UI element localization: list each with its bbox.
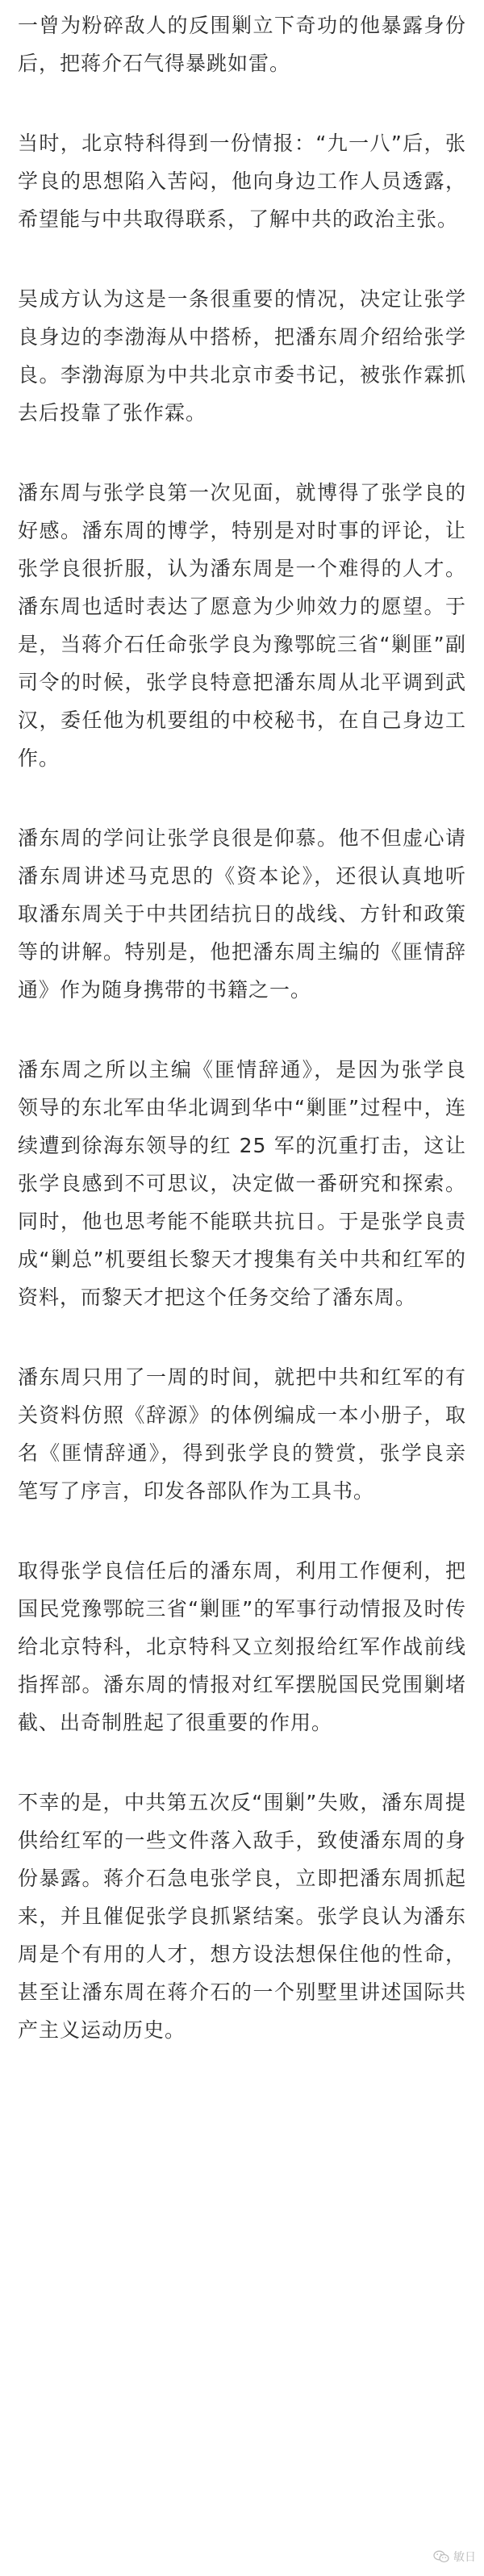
paragraph-1: 一曾为粉碎敌人的反围剿立下奇功的他暴露身份后，把蒋介石气得暴跳如雷。 <box>18 14 466 75</box>
wechat-icon <box>433 2550 449 2563</box>
paragraph-4: 潘东周与张学良第一次见面，就博得了张学良的好感。潘东周的博学，特别是对时事的评论，让张学良很折服，认为潘东周是一个难得的人才。潘东周也适时表达了愿意为少帅效力的愿望。于是，当蒋介石任命张学良为豫鄂皖三省“剿匪”副司令的时候，张学良特意把潘东周从北平调到武汉，委任他为机要组的中校秘书，在自己身边工作。 <box>18 481 466 770</box>
paragraph-5: 潘东周的学问让张学良很是仰慕。他不但虚心请潘东周讲述马克思的《资本论》，还很认真地听取潘东周关于中共团结抗日的战线、方针和政策等的讲解。特别是，他把潘东周主编的《匪情辞通》作为随身携带的书籍之一。 <box>18 826 466 1002</box>
watermark-text: 敏日 <box>453 2551 476 2564</box>
paragraph-2: 当时，北京特科得到一份情报：“九一八”后，张学良的思想陷入苦闷，他向身边工作人员透露，希望能与中共取得联系，了解中共的政治主张。 <box>18 132 466 231</box>
paragraph-8: 取得张学良信任后的潘东周，利用工作便利，把国民党豫鄂皖三省“剿匪”的军事行动情报及时传给北京特科，北京特科又立刻报给红军作战前线指挥部。潘东周的情报对红军摆脱国民党围剿堵截、出奇制胜起了很重要的作用。 <box>18 1559 466 1734</box>
paragraph-9: 不幸的是，中共第五次反“围剿”失败，潘东周提供给红军的一些文件落入敌手，致使潘东周的身份暴露。蒋介石急电张学良，立即把潘东周抓起来，并且催促张学良抓紧结案。张学良认为潘东周是个有用的人才，想方设法想保住他的性命，甚至让潘东周在蒋介石的一个别墅里讲述国际共产主义运动历史。 <box>18 1791 466 2042</box>
paragraph-3: 吴成方认为这是一条很重要的情况，决定让张学良身边的李渤海从中搭桥，把潘东周介绍给张学良。李渤海原为中共北京市委书记，被张作霖抓去后投靠了张作霖。 <box>18 287 466 424</box>
paragraph-7: 潘东周只用了一周的时间，就把中共和红军的有关资料仿照《辞源》的体例编成一本小册子，取名《匪情辞通》，得到张学良的赞赏，张学良亲笔写了序言，印发各部队作为工具书。 <box>18 1365 466 1503</box>
watermark <box>433 2549 476 2565</box>
paragraph-6: 潘东周之所以主编《匪情辞通》，是因为张学良领导的东北军由华北调到华中“剿匪”过程中，连续遭到徐海东领导的红 25 军的沉重打击，这让张学良感到不可思议，决定做一番研究和探索。同时，他也思考能不能联共抗日。于是张学良责成“剿总”机要组长黎天才搜集有关中共和红军的资料，而黎天才把这个任务交给了潘东周。 <box>18 1058 466 1309</box>
